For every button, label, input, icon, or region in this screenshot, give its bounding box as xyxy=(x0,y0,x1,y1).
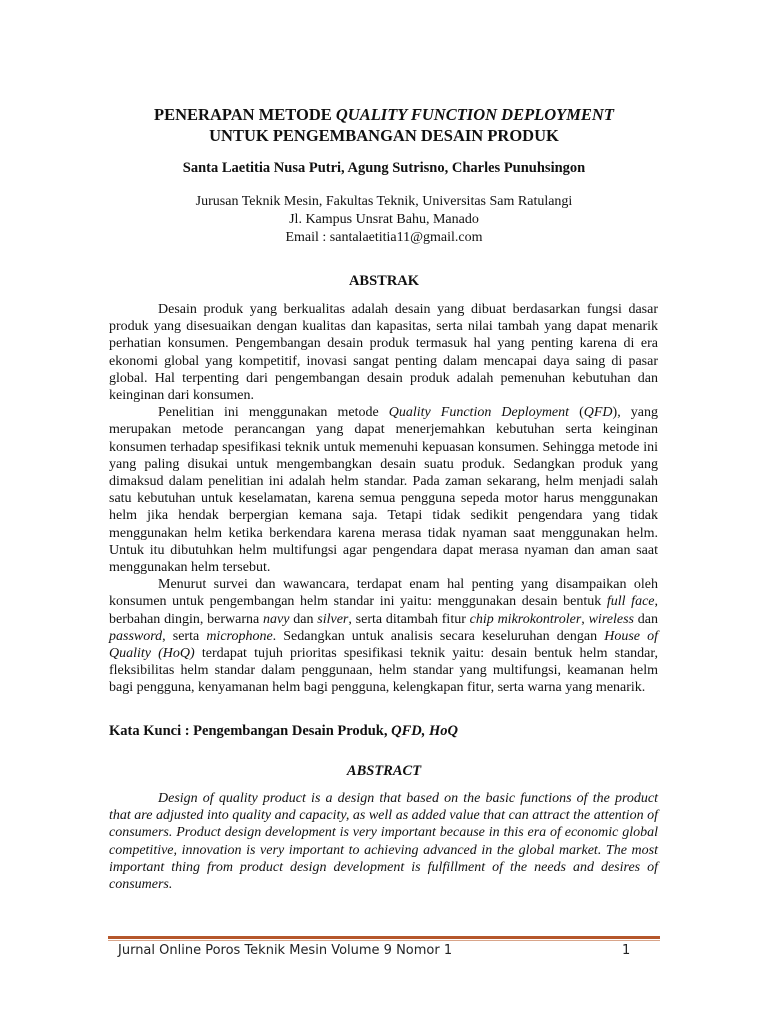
italic-term: password xyxy=(109,628,163,644)
title-prefix: PENERAPAN METODE xyxy=(154,105,336,124)
text-run: Penelitian ini menggunakan metode xyxy=(158,405,389,421)
author-list: Santa Laetitia Nusa Putri, Agung Sutrisno, Charles Punuhsingon xyxy=(182,160,586,176)
abstrak-paragraph-1: Desain produk yang berkualitas adalah desain yang dibuat berdasarkan fungsi dasar produk yang disesuaikan dengan kualitas dan kapasitas, serta nilai tambah yang dapat menarik perhatian konsumen. Pengembangan desain produk termasuk hal yang penting karena di era ekonomi global yang kompetitif, inovasi sangat penting dalam mencapai daya saing di pasar global. Hal terpenting dari pengembangan desain produk adalah pemenuhan kebutuhan dan keinginan dari konsumen. xyxy=(109,302,658,404)
paper-title-line2: UNTUK PENGEMBANGAN DESAIN PRODUK xyxy=(209,126,559,145)
title-italic: QUALITY FUNCTION DEPLOYMENT xyxy=(335,105,614,124)
italic-term: silver xyxy=(317,611,349,627)
footer-rule xyxy=(108,936,660,939)
text-run: ( xyxy=(569,405,584,421)
affiliation-line: Jurusan Teknik Mesin, Fakultas Teknik, Universitas Sam Ratulangi xyxy=(195,194,573,209)
journal-footer: Jurnal Online Poros Teknik Mesin Volume 9 Nomor 1 xyxy=(118,943,453,958)
italic-term: full face xyxy=(606,594,655,610)
keywords-prefix: Kata Kunci : Pengembangan Desain Produk, xyxy=(109,723,392,739)
address-line: Jl. Kampus Unsrat Bahu, Manado xyxy=(289,212,479,227)
abstrak-paragraph-2 xyxy=(109,404,658,576)
keywords-italic: QFD, HoQ xyxy=(391,723,458,739)
text-run: dan xyxy=(633,611,658,627)
footer-rule-thin xyxy=(108,940,660,941)
italic-term: wireless xyxy=(588,611,634,627)
italic-term: navy xyxy=(263,611,290,627)
text-run: , serta xyxy=(162,628,207,644)
italic-term: House of Quality (HoQ) xyxy=(109,628,658,662)
abstrak-heading: ABSTRAK xyxy=(348,273,420,289)
text-run: terdapat tujuh prioritas spesifikasi teknik yaitu: desain bentuk helm standar, fleksibilitas helm standar dalam penggunaan, helm standar yang multifungsi, keamanan helm bagi pengguna, kenyamanan helm bagi pengguna, kelengkapan fitur, serta warna yang menarik. xyxy=(109,646,658,696)
italic-term: QFD xyxy=(583,405,613,421)
text-run: , berbahan dingin, berwarna xyxy=(109,594,658,627)
text-run: , xyxy=(581,611,589,627)
abstract-paragraph-1: Design of quality product is a design that based on the basic functions of the product that are adjusted into quality and capacity, as well as added value that can attract the attention of consumers. Product design development is very important because in this era of economic global competitive, innovation is very important to achieving advanced in the global market. The most important thing from product design development is fulfillment of the needs and desires of consumers. xyxy=(109,791,658,893)
page-number: 1 xyxy=(622,943,631,958)
abstract-heading: ABSTRACT xyxy=(346,763,422,779)
italic-term: microphone xyxy=(206,628,273,644)
paper-title-line1 xyxy=(0,104,768,125)
text-run: Menurut survei dan wawancara, terdapat enam hal penting yang disampaikan oleh konsumen untuk pengembangan helm standar ini yaitu: menggunakan desain bentuk xyxy=(109,577,658,610)
abstrak-body xyxy=(109,301,658,697)
italic-term: Quality Function Deployment xyxy=(388,405,570,421)
italic-term: chip mikrokontroler xyxy=(469,611,582,627)
email-line: Email : santalaetitia11@gmail.com xyxy=(285,230,483,245)
abstract-body xyxy=(109,790,658,893)
text-run: dan xyxy=(289,611,318,627)
text-run: . Sedangkan untuk analisis secara keseluruhan dengan xyxy=(272,628,605,644)
text-run: , serta ditambah fitur xyxy=(348,611,470,627)
keywords-line xyxy=(109,723,658,740)
abstrak-paragraph-3 xyxy=(109,576,658,696)
text-run: ), yang merupakan metode perancangan yang dapat menerjemahkan kebutuhan serta keinginan konsumen terhadap spesifikasi teknik untuk memenuhi kepuasan konsumen. Sehingga metode ini yang paling disukai untuk mengembangkan desain suatu produk. Sedangkan produk yang dimaksud dalam penelitian ini adalah helm standar. Pada zaman sekarang, helm menjadi salah satu kebutuhan untuk keselamatan, karena semua pengguna sepeda motor harus menggunakan helm jika hendak berpergian kemana saja. Tetapi tidak sedikit pengendara yang tidak menggunakan helm ketika berkendara karena merasa tidak nyaman saat menggunakan helm. Untuk itu dibutuhkan helm multifungsi agar pengendara dapat merasa nyaman dan aman saat menggunakan helm tersebut. xyxy=(109,405,658,576)
